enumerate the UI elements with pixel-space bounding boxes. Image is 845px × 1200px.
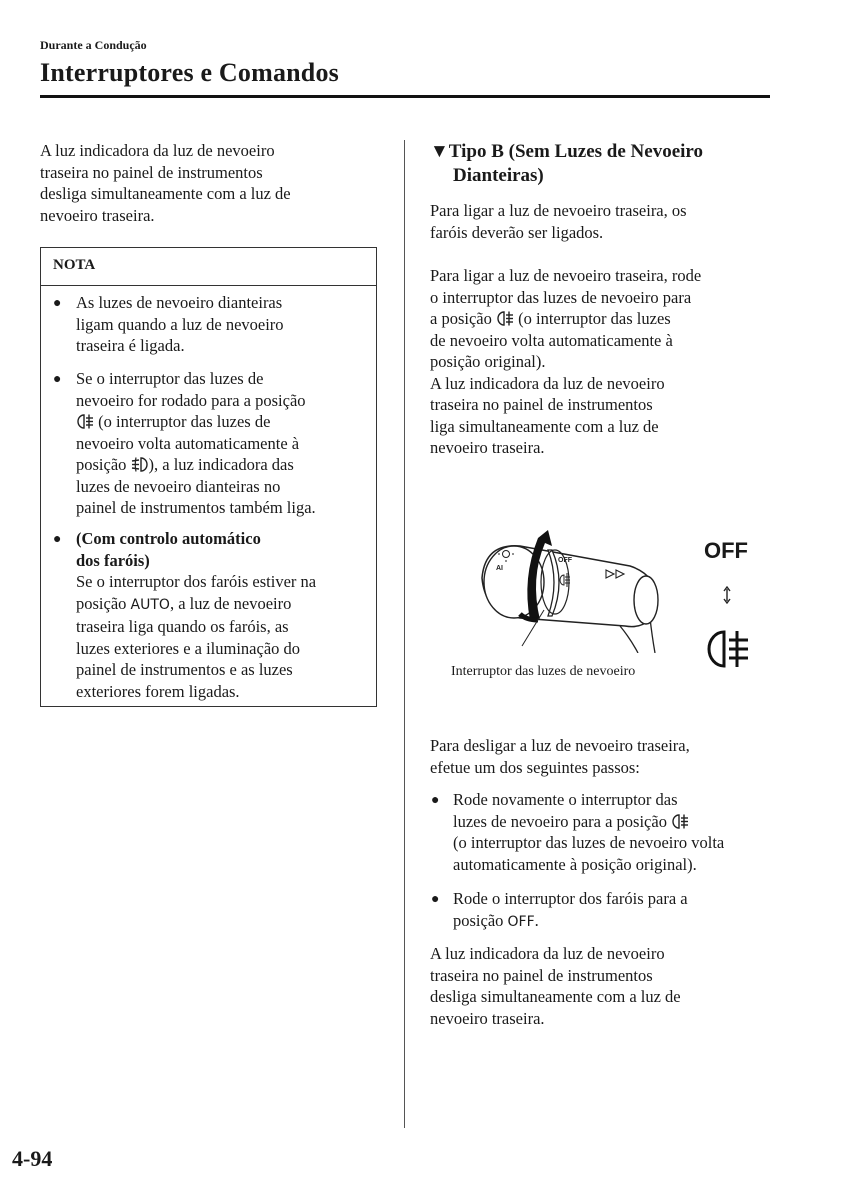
title-divider (40, 95, 770, 98)
arrow-up-down-icon (720, 586, 734, 604)
bullet-icon: ● (431, 793, 440, 808)
page-number: 4-94 (12, 1146, 53, 1171)
bullet-icon: ● (53, 296, 62, 311)
right-bullet-1: Rode novamente o interruptor das luzes de nevoeiro para a posição (o interruptor das luzes de nevoeiro volta automaticamente à posição original). (453, 790, 725, 874)
rear-fog-icon (704, 628, 752, 670)
intro-paragraph: A luz indicadora da luz de nevoeiro traseira no painel de instrumentos desliga simultaneamente com a luz de nevoeiro traseira. (40, 141, 291, 225)
stalk-auto-label: AI (496, 565, 503, 572)
figure-caption: Interruptor das luzes de nevoeiro (451, 664, 636, 679)
nota-bullet-2: Se o interruptor das luzes de nevoeiro for rodado para a posição (o interruptor das luzes de nevoeiro volta automaticamente à posição ), a luz indicadora das luzes de nevoeiro dianteiras no painel de instrumentos também liga. (76, 369, 316, 517)
rear-fog-icon (496, 310, 514, 327)
nota-bullet-3: (Com controlo automático dos faróis) Se o interruptor dos faróis estiver na posição AUTO, a luz de nevoeiro traseira liga quando os faróis, as luzes exteriores e a iluminação do painel de instrumentos e as luzes exteriores forem ligadas. (76, 529, 317, 701)
front-fog-icon (131, 456, 149, 473)
column-divider (404, 140, 405, 1128)
bullet-icon: ● (53, 372, 62, 387)
paragraph-3: Para desligar a luz de nevoeiro traseira, efetue um dos seguintes passos: (430, 736, 690, 777)
bullet-icon: ● (53, 532, 62, 547)
off-label: OFF (704, 538, 748, 563)
stalk-off-label: OFF (558, 557, 572, 564)
rear-fog-icon (76, 413, 94, 430)
paragraph-4: A luz indicadora da luz de nevoeiro traseira no painel de instrumentos desliga simultaneamente com a luz de nevoeiro traseira. (430, 944, 681, 1028)
paragraph-1: Para ligar a luz de nevoeiro traseira, os faróis deverão ser ligados. (430, 201, 687, 242)
fog-switch-illustration (460, 518, 680, 653)
rear-fog-icon (671, 813, 689, 830)
bullet-icon: ● (431, 892, 440, 907)
subsection-heading: ▼Tipo B (Sem Luzes de Nevoeiro Dianteiras) (430, 141, 704, 186)
nota-bullet-1: As luzes de nevoeiro dianteiras ligam quando a luz de nevoeiro traseira é ligada. (76, 293, 284, 355)
section-label: Durante a Condução (40, 38, 147, 52)
right-bullet-2: Rode o interruptor dos faróis para a posição OFF. (453, 889, 688, 930)
page-title: Interruptores e Comandos (40, 58, 339, 87)
paragraph-2: Para ligar a luz de nevoeiro traseira, rode o interruptor das luzes de nevoeiro para a posição (o interruptor das luzes de nevoeiro volta automaticamente à posição original). A luz indicadora da luz de nevoeiro traseira no painel de instrumentos liga simultaneamente com a luz de nevoeiro traseira. (430, 266, 702, 457)
nota-box (40, 247, 377, 707)
nota-title: NOTA (41, 248, 376, 286)
